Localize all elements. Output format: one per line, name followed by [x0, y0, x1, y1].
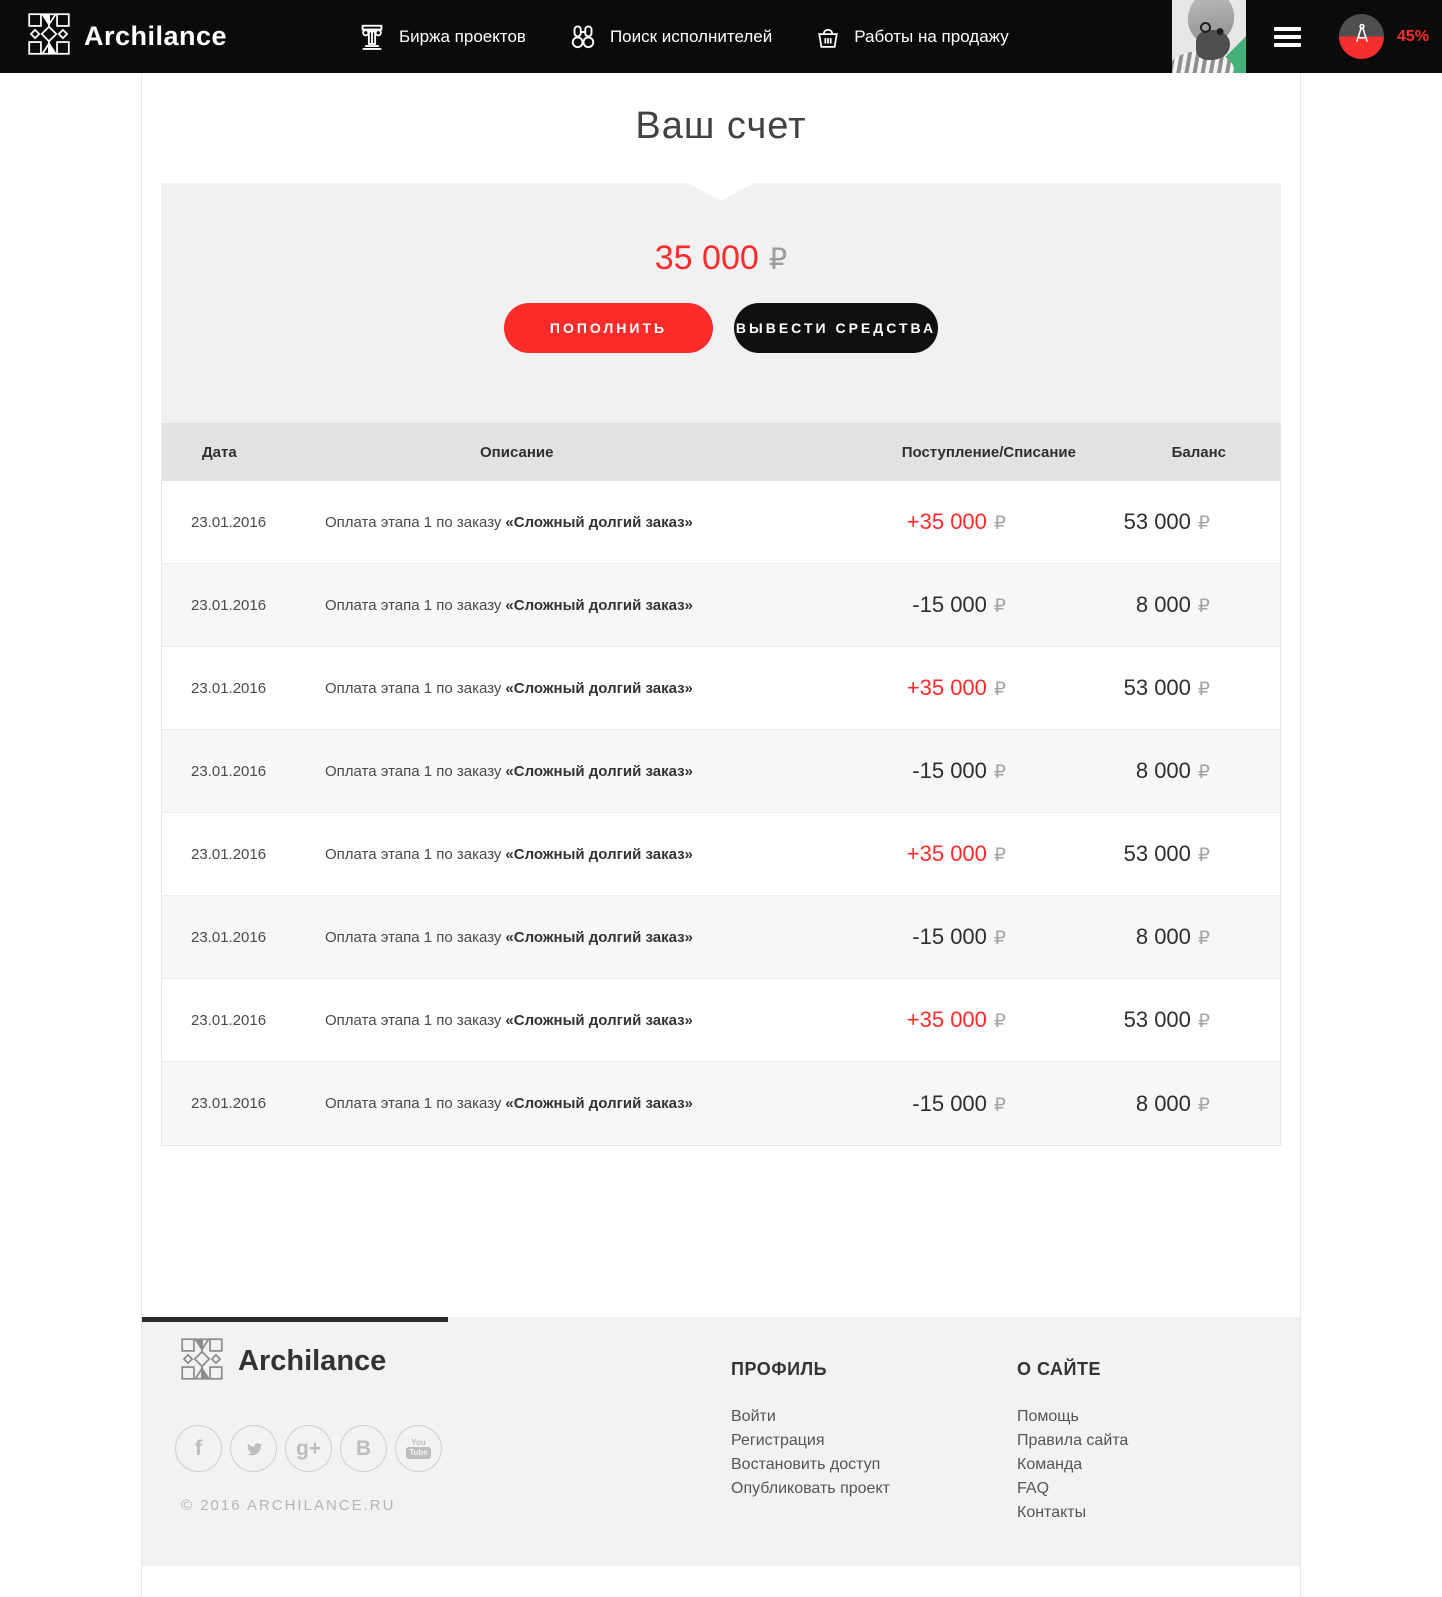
withdraw-button[interactable]: ВЫВЕСТИ СРЕДСТВА	[734, 303, 938, 353]
table-body	[162, 481, 1280, 1145]
transactions-table	[161, 423, 1281, 1146]
footer-brand-name: Archilance	[238, 1345, 387, 1377]
main-nav	[357, 0, 1009, 73]
basket-icon	[814, 23, 842, 51]
transaction-balance: 53 000 ₽	[1123, 841, 1210, 866]
transaction-date: 23.01.2016	[191, 845, 267, 863]
transaction-balance: 8 000 ₽	[1135, 592, 1210, 617]
nav-item-label: Поиск исполнителей	[609, 26, 773, 46]
transaction-amount: +35 000 ₽	[906, 509, 1006, 534]
transaction-balance: 53 000 ₽	[1123, 1007, 1210, 1032]
table-row	[162, 647, 1280, 730]
google-plus-icon[interactable]: g+	[285, 1425, 332, 1472]
transaction-balance: 8 000 ₽	[1135, 758, 1210, 783]
transaction-amount: -15 000 ₽	[912, 592, 1006, 617]
column-header-balance: Баланс	[1171, 443, 1226, 461]
ruble-sign: ₽	[993, 844, 1006, 866]
transaction-balance: 53 000 ₽	[1123, 675, 1210, 700]
user-avatar[interactable]	[1172, 0, 1246, 73]
drafting-compass-icon	[1349, 21, 1375, 52]
transaction-description: Оплата этапа 1 по заказу «Сложный долгий заказ»	[325, 845, 693, 863]
twitter-icon[interactable]	[230, 1425, 277, 1472]
table-row	[162, 1062, 1280, 1145]
transaction-description: Оплата этапа 1 по заказу «Сложный долгий заказ»	[325, 513, 693, 531]
transaction-amount: +35 000 ₽	[906, 1007, 1006, 1032]
transaction-amount: +35 000 ₽	[906, 841, 1006, 866]
ruble-sign: ₽	[993, 1010, 1006, 1032]
nav-item-find-freelancers[interactable]	[568, 22, 772, 52]
transaction-balance: 53 000 ₽	[1123, 509, 1210, 534]
nav-item-works-for-sale[interactable]	[814, 23, 1009, 51]
transaction-date: 23.01.2016	[191, 928, 267, 946]
ruble-sign: ₽	[1197, 1010, 1210, 1032]
balance-actions	[161, 303, 1281, 353]
profile-progress-percent: 45%	[1397, 27, 1430, 45]
footer-column-profile	[731, 1359, 890, 1501]
order-name: «Сложный долгий заказ»	[505, 679, 693, 697]
order-name: «Сложный долгий заказ»	[505, 1095, 693, 1112]
footer-link[interactable]: Востановить доступ	[731, 1456, 881, 1473]
ruble-sign: ₽	[993, 927, 1006, 949]
column-header-description: Описание	[480, 443, 554, 461]
page-title: Ваш счет	[635, 105, 807, 147]
brand-name: Archilance	[84, 21, 228, 51]
ruble-sign: ₽	[1197, 761, 1210, 783]
table-row	[162, 896, 1280, 979]
footer-link[interactable]: Команда	[1017, 1456, 1083, 1473]
transaction-description: Оплата этапа 1 по заказу «Сложный долгий заказ»	[325, 762, 693, 780]
transaction-date: 23.01.2016	[191, 596, 267, 614]
footer-column-title: ПРОФИЛЬ	[731, 1359, 828, 1379]
transaction-date: 23.01.2016	[191, 679, 267, 697]
ruble-sign: ₽	[993, 512, 1006, 534]
transaction-balance: 8 000 ₽	[1135, 1090, 1210, 1116]
footer-link[interactable]: FAQ	[1017, 1480, 1050, 1497]
balance-amount: 35 000	[654, 239, 759, 277]
footer-link[interactable]: Правила сайта	[1017, 1432, 1129, 1449]
site-footer	[142, 1317, 1300, 1566]
content-sheet	[141, 73, 1301, 1597]
transaction-description: Оплата этапа 1 по заказу «Сложный долгий заказ»	[325, 679, 693, 697]
column-header-date: Дата	[202, 443, 237, 461]
ruble-sign: ₽	[993, 678, 1006, 700]
transaction-description: Оплата этапа 1 по заказу «Сложный долгий заказ»	[325, 596, 693, 614]
nav-item-label: Работы на продажу	[854, 26, 1009, 46]
transaction-amount: -15 000 ₽	[912, 1090, 1006, 1116]
hamburger-menu-icon[interactable]	[1274, 27, 1301, 47]
footer-link[interactable]: Регистрация	[731, 1432, 825, 1449]
footer-link[interactable]: Контакты	[1017, 1504, 1087, 1521]
transaction-amount: -15 000 ₽	[912, 924, 1006, 949]
order-name: «Сложный долгий заказ»	[505, 928, 693, 946]
transaction-description: Оплата этапа 1 по заказу «Сложный долгий заказ»	[325, 1095, 693, 1112]
balance-panel	[161, 183, 1281, 423]
table-row	[162, 564, 1280, 647]
transaction-amount: -15 000 ₽	[912, 758, 1006, 783]
top-header	[0, 0, 1442, 73]
order-name: «Сложный долгий заказ»	[505, 762, 693, 780]
ruble-sign: ₽	[1197, 512, 1210, 534]
footer-link[interactable]: Помощь	[1017, 1408, 1079, 1425]
ruble-sign: ₽	[1197, 927, 1210, 949]
copyright-text: © 2016 ARCHILANCE.RU	[181, 1497, 396, 1514]
transaction-amount: +35 000 ₽	[906, 675, 1006, 700]
topup-button[interactable]: ПОПОЛНИТЬ	[504, 303, 713, 353]
transaction-date: 23.01.2016	[191, 1095, 267, 1112]
ruble-sign: ₽	[993, 761, 1006, 783]
balance-display	[161, 183, 1281, 278]
table-header-row	[162, 423, 1280, 481]
footer-link[interactable]: Опубликовать проект	[731, 1480, 890, 1497]
column-icon	[357, 22, 387, 52]
table-row	[162, 979, 1280, 1062]
ruble-sign: ₽	[768, 242, 788, 276]
nav-item-label: Биржа проектов	[399, 26, 526, 46]
profile-progress-badge[interactable]	[1339, 14, 1384, 59]
order-name: «Сложный долгий заказ»	[505, 845, 693, 863]
transaction-date: 23.01.2016	[191, 513, 267, 531]
ruble-sign: ₽	[1197, 595, 1210, 617]
binoculars-icon	[568, 22, 598, 52]
archilance-logo-icon	[180, 1337, 224, 1386]
ruble-sign: ₽	[993, 1093, 1006, 1116]
order-name: «Сложный долгий заказ»	[505, 513, 693, 531]
ruble-sign: ₽	[1197, 844, 1210, 866]
transaction-balance: 8 000 ₽	[1135, 924, 1210, 949]
youtube-icon[interactable]: You Tube	[395, 1425, 442, 1472]
column-header-amount: Поступление/Списание	[901, 443, 1076, 461]
footer-brand-link[interactable]	[180, 1337, 386, 1386]
brand-logo-link[interactable]	[27, 0, 227, 73]
social-links	[175, 1425, 442, 1472]
transaction-description: Оплата этапа 1 по заказу «Сложный долгий заказ»	[325, 928, 693, 946]
vk-icon[interactable]: B	[340, 1425, 387, 1472]
transaction-description: Оплата этапа 1 по заказу «Сложный долгий заказ»	[325, 1011, 693, 1029]
footer-column-about	[1017, 1359, 1128, 1525]
archilance-logo-icon	[27, 12, 71, 61]
order-name: «Сложный долгий заказ»	[505, 1011, 693, 1029]
table-row	[162, 481, 1280, 564]
transaction-date: 23.01.2016	[191, 762, 267, 780]
footer-column-title: О САЙТЕ	[1017, 1359, 1101, 1379]
ruble-sign: ₽	[1197, 678, 1210, 700]
ruble-sign: ₽	[993, 595, 1006, 617]
nav-item-projects-exchange[interactable]	[357, 22, 526, 52]
facebook-icon[interactable]: f	[175, 1425, 222, 1472]
table-row	[162, 730, 1280, 813]
order-name: «Сложный долгий заказ»	[505, 596, 693, 614]
table-row	[162, 813, 1280, 896]
ruble-sign: ₽	[1197, 1093, 1210, 1116]
transaction-date: 23.01.2016	[191, 1011, 267, 1029]
footer-link[interactable]: Войти	[731, 1408, 776, 1425]
